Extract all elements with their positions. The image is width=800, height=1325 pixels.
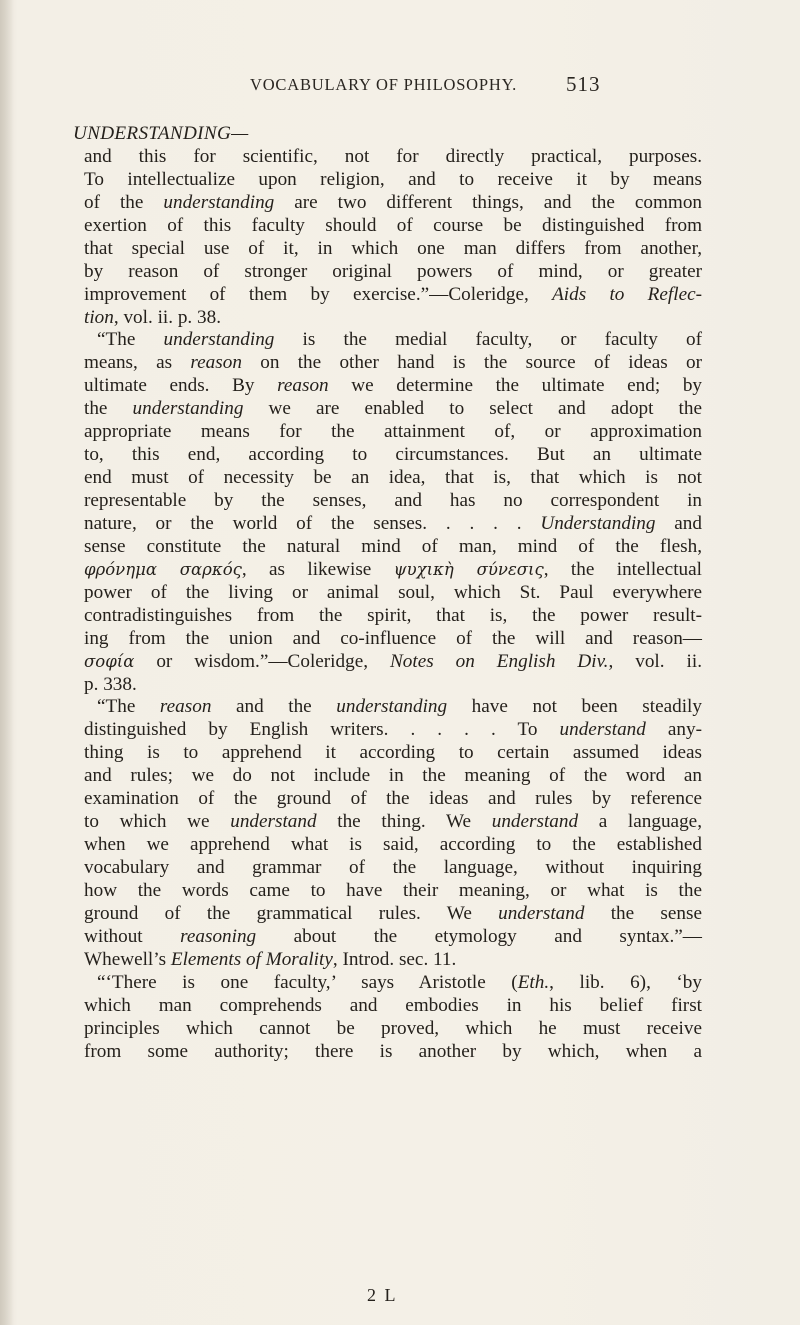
signature-mark: 2 L: [367, 1285, 398, 1305]
text-run: when we apprehend what is said, according to the established: [84, 834, 702, 856]
text-line: [84, 261, 702, 284]
text-run: , lib. 6), ‘by: [549, 971, 702, 993]
greek-phrase: σοφία: [84, 651, 135, 671]
text-run: to, this end, according to circumstances. But an ultimate: [84, 444, 702, 466]
italic-run: tion: [84, 306, 114, 328]
italic-run: Understanding: [540, 512, 656, 534]
text-run: appropriate means for the attainment of, or approximation: [84, 421, 702, 443]
text-line: [84, 880, 702, 903]
italic-run: understanding: [163, 191, 275, 213]
text-run: how the words came to have their meaning, or what is the: [84, 879, 702, 901]
text-line: [84, 1018, 702, 1041]
text-line: [84, 146, 702, 169]
text-line: [84, 467, 702, 490]
italic-run: reason: [190, 352, 242, 374]
text-line: [84, 329, 702, 352]
text-run: a language,: [578, 811, 702, 833]
text-line: [84, 307, 702, 330]
text-run: by reason of stronger original powers of mind, or greater: [84, 260, 702, 282]
text-run: end must of necessity be an idea, that is, that which is not: [84, 467, 702, 489]
italic-run: Notes on English Div.: [389, 650, 609, 672]
text-run: and: [655, 512, 702, 534]
text-run: exertion of this faculty should of course be distinguished from: [84, 214, 702, 236]
italic-run: understand: [230, 811, 317, 833]
greek-phrase: ψυχικὴ σύνεσις: [393, 559, 544, 579]
text-run: to which we: [84, 811, 231, 833]
text-run: ing from the union and co-influence of the will and reason—: [84, 627, 702, 649]
text-line: [84, 742, 702, 765]
text-run: , Introd. sec. 11.: [332, 948, 457, 970]
text-run: on the other hand is the source of ideas or: [241, 352, 702, 374]
text-run: “‘There is one faculty,’ says Aristotle (: [97, 971, 518, 993]
italic-run: understanding: [132, 398, 244, 420]
text-run: examination of the ground of the ideas and rules by reference: [84, 788, 702, 810]
text-line: [84, 972, 702, 995]
text-run: is the medial faculty, or faculty of: [274, 329, 702, 351]
text-line: [84, 651, 702, 674]
text-run: and the: [211, 696, 337, 718]
text-run: any-: [645, 719, 703, 741]
text-run: distinguished by English writers. . . . . To: [84, 719, 560, 741]
text-run: we are enabled to select and adopt the: [243, 398, 702, 420]
text-line: [84, 582, 702, 605]
text-run: “The: [97, 696, 160, 718]
greek-phrase: φρόνημα σαρκός: [84, 559, 242, 579]
page-number: 513: [566, 72, 601, 96]
text-run: , vol. ii. p. 38.: [113, 306, 221, 328]
text-line: [84, 284, 702, 307]
italic-run: reason: [277, 375, 329, 397]
text-line: [84, 834, 702, 857]
text-line: [84, 765, 702, 788]
gutter-shadow: [0, 0, 14, 1325]
text-line: [84, 398, 702, 421]
text-line: [84, 857, 702, 880]
text-run: and rules; we do not include in the meaning of the word an: [84, 765, 702, 787]
text-run: vocabulary and grammar of the language, without inquiring: [84, 857, 702, 878]
running-title: VOCABULARY OF PHILOSOPHY.: [250, 75, 518, 94]
text-run: the: [84, 398, 133, 420]
text-line: [84, 949, 702, 972]
text-line: [84, 995, 702, 1018]
text-run: contradistinguishes from the spirit, that is, the power result-: [84, 604, 702, 626]
text-run: , the intellectual: [543, 558, 702, 580]
text-line: [84, 352, 702, 375]
text-run: which man comprehends and embodies in his belief first: [84, 994, 702, 1016]
italic-run: understanding: [163, 329, 275, 351]
text-run: , vol. ii.: [608, 650, 702, 672]
text-line: [84, 513, 702, 536]
text-run: improvement of them by exercise.”—Coleridge,: [84, 283, 553, 305]
text-run: representable by the senses, and has no correspondent in: [84, 490, 702, 511]
text-run: thing is to apprehend it according to certain assumed ideas: [84, 742, 702, 764]
text-line: [84, 238, 702, 261]
italic-run: reason: [159, 696, 212, 718]
text-run: without: [84, 925, 181, 947]
text-line: [84, 903, 702, 926]
text-run: about the etymology and syntax.”—: [256, 925, 702, 947]
text-run: p. 338.: [84, 673, 137, 695]
text-line: [84, 559, 702, 582]
text-run: sense constitute the natural mind of man, mind of the flesh,: [84, 535, 702, 557]
text-line: [84, 444, 702, 467]
text-run: the sense: [584, 902, 702, 924]
text-run: “The: [97, 329, 164, 351]
text-run: and this for scientific, not for directly practical, purposes.: [84, 145, 702, 167]
italic-run: reasoning: [180, 925, 257, 947]
text-line: [84, 192, 702, 215]
text-run: Whewell’s: [84, 948, 171, 970]
italic-run: understand: [498, 902, 585, 924]
text-line: [84, 719, 702, 742]
text-line: [84, 1041, 702, 1064]
text-run: have not been steadily: [447, 696, 702, 718]
text-line: [84, 375, 702, 398]
text-line: [84, 696, 702, 719]
italic-run: understanding: [336, 696, 448, 718]
text-run: nature, or the world of the senses. . . . .: [84, 512, 541, 534]
text-run: ultimate ends. By: [84, 375, 278, 397]
text-line: [84, 674, 702, 697]
italic-run: Aids to Reflec-: [552, 283, 703, 305]
text-run: we determine the ultimate end; by: [328, 375, 703, 397]
text-line: [84, 536, 702, 559]
text-line: [84, 926, 702, 949]
text-run: from some authority; there is another by which, when a: [84, 1040, 702, 1062]
text-run: To intellectualize upon religion, and to receive it by means: [84, 168, 702, 190]
text-line: [84, 490, 702, 513]
text-run: means, as: [84, 352, 191, 374]
text-run: principles which cannot be proved, which he must receive: [84, 1017, 702, 1039]
italic-run: understand: [491, 811, 579, 833]
text-line: [84, 605, 702, 628]
text-line: [84, 169, 702, 192]
text-run: are two different things, and the common: [274, 191, 703, 213]
text-run: or wisdom.”—Coleridge,: [134, 650, 390, 672]
text-line: [84, 215, 702, 238]
text-run: , as likewise: [241, 558, 394, 580]
text-line: [84, 788, 702, 811]
entry-heading: UNDERSTANDING—: [73, 123, 249, 144]
body-text: [73, 123, 703, 1063]
text-line: [84, 628, 702, 651]
text-line: [84, 421, 702, 444]
text-run: the thing. We: [316, 811, 492, 833]
text-run: ground of the grammatical rules. We: [84, 902, 499, 924]
text-run: that special use of it, in which one man differs from another,: [84, 237, 702, 259]
text-run: power of the living or animal soul, which St. Paul everywhere: [84, 581, 702, 603]
italic-run: understand: [559, 719, 646, 741]
text-line: [84, 811, 702, 834]
italic-run: Elements of Morality: [170, 948, 333, 970]
italic-run: Eth.: [517, 971, 550, 993]
text-run: of the: [84, 191, 164, 213]
